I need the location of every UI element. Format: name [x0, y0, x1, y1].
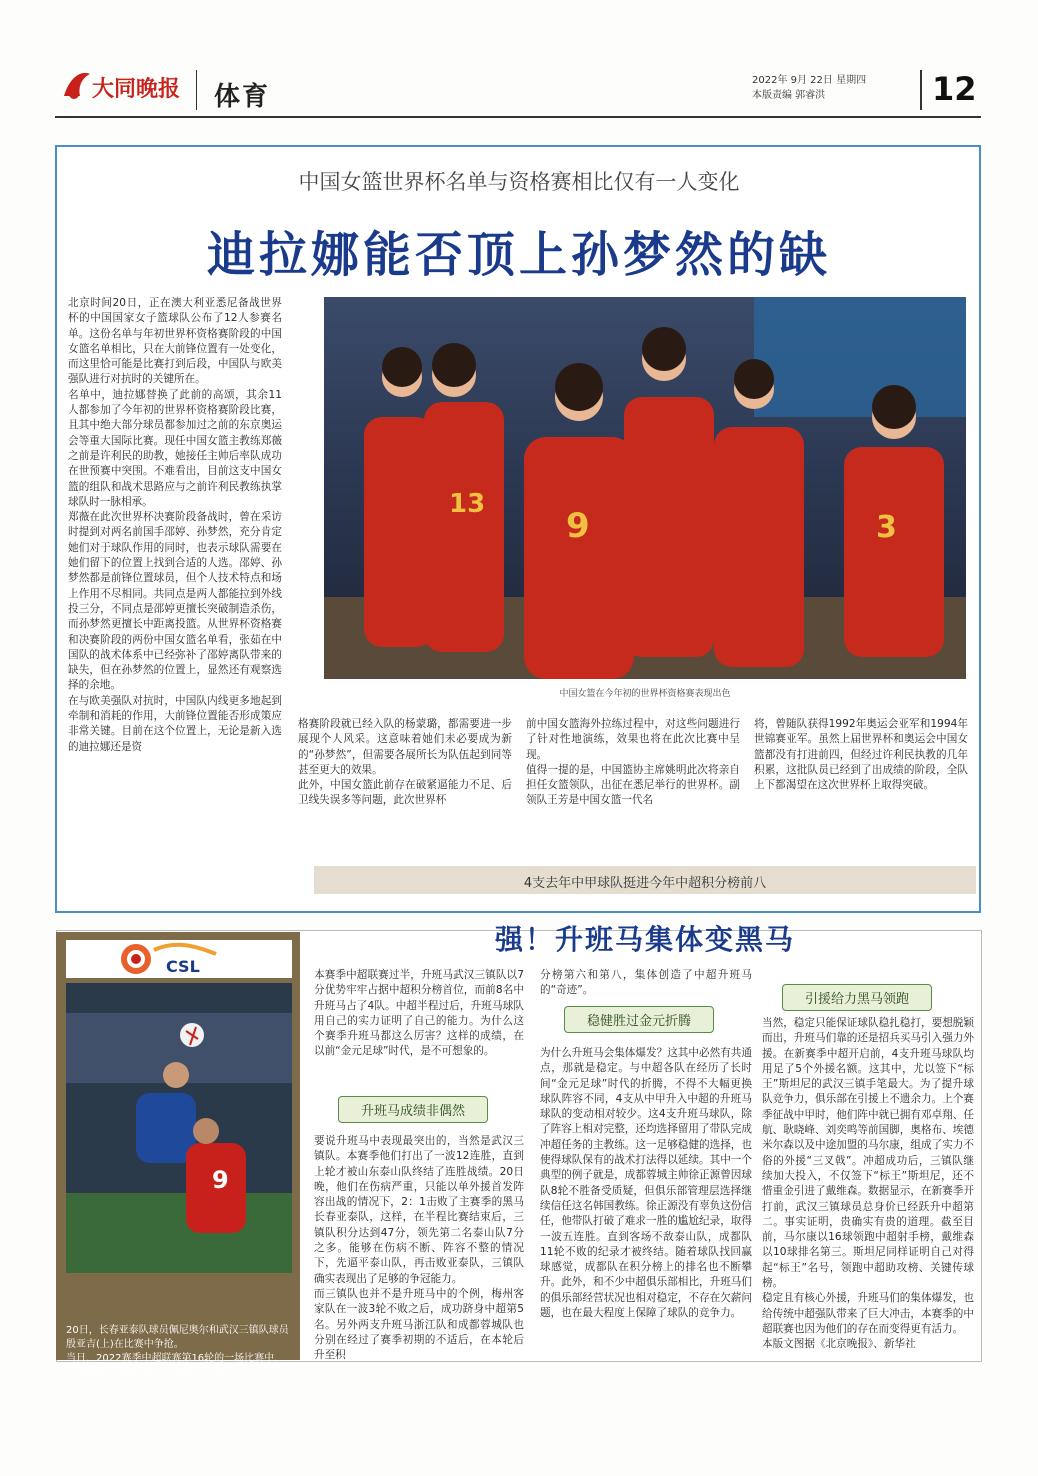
article-football-colB-bottom: 为什么升班马会集体爆发？这其中必然有共通点，那就是稳定。与中超各队在经历了长时间“金元足球”时代的折腾，不得不大幅更换球队阵容不同，4支从中甲升入中超的升班马球队的变动相对较少。这4支升班马球队，除了阵容上相对完整，还均选择留用了带队完成冲超任务的主教练。这一足够稳健的选择，也使得球队保有的战术打法得以延续。其中一个典型的例子就是，成都蓉城主帅徐正源曾因球队8轮不胜备受质疑，但俱乐部管理层选择继续信任这名韩国教练。徐正源没有辜负这份信任，他带队打破了难求一胜的尴尬纪录，取得一波五连胜。直到客场不敌泰山队，成都队11轮不败的纪录才被终结。随着球队找回赢球感觉，成都队在积分榜上的排名也不断攀升。此外，和不少中超俱乐部相比，升班马们的俱乐部经营状况也相对稳定，不存在欠薪问题，也在最大程度上保障了球队的竞争力。: [540, 1047, 752, 1320]
logo-text: 大同晚报: [92, 76, 181, 102]
article-football-colA-bottom: 要说升班马中表现最突出的，当然是武汉三镇队。本赛季他们打出了一波12连胜，直到上轮才被山东泰山队终结了连胜战绩。20日晚，他们在伤病严重，只能以单外援首发阵容出战的情况下，2：1击败了主赛季的黑马长春亚泰队，这样，在半程比赛结束后，三镇队积分达到47分，领先第二名泰山队7分之多。能够在伤病不断、阵容不整的情况下，先逼平泰山队，再击败亚泰队，三镇队确实表现出了足够的争冠能力。 而三镇队也并不是升班马中的个例，梅州客家队在一波3轮不败之后，成功跻身中超第5名。另外两支升班马浙江队和成都蓉城队也分别在经过了赛季初期的不适后，在本轮后升至积: [314, 1135, 524, 1362]
svg-text:9: 9: [212, 1166, 229, 1194]
article-basketball-headline: 迪拉娜能否顶上孙梦然的缺: [206, 227, 831, 283]
issue-date: 2022年 9月 22日 星期四: [752, 75, 867, 86]
article-football-colB-top: 分榜第六和第八，集体创造了中超升班马的“奇迹”。: [540, 969, 752, 997]
header-rule: [55, 116, 981, 118]
csl-logo: [66, 940, 292, 978]
football-match-photo: [66, 983, 292, 1273]
article-basketball-col3: 前中国女篮海外拉练过程中，对这些问题进行了针对性地演练，效果也将在此次比赛中呈现。 值得一提的是，中国篮协主席姚明此次将亲自担任女篮领队，出征在悉尼举行的世界杯。副领队王芳是中国女篮一代名: [526, 718, 740, 807]
football-banner: 4支去年中甲球队挺进今年中超积分榜前八: [523, 876, 767, 891]
header-meta: [752, 73, 866, 103]
svg-text:13: 13: [449, 489, 486, 519]
subhead-pill-1: 升班马成绩非偶然: [338, 1096, 488, 1123]
article-basketball-subtitle: 中国女篮世界杯名单与资格赛相比仅有一人变化: [298, 170, 740, 194]
subhead-pill-3: 引援给力黑马领跑: [782, 984, 932, 1011]
basketball-photo-caption: 中国女篮在今年初的世界杯资格赛表现出色: [559, 689, 731, 699]
csl-logo-text: CSL: [166, 957, 200, 976]
subhead-pill-2: 稳健胜过金元折腾: [564, 1006, 714, 1033]
football-photo-caption: 20日，长春亚泰队球员佩尼奥尔和武汉三镇队球员殷亚吉(上)在比赛中争抢。 当日，2022赛季中超联赛第16轮的一场比赛中，长春亚泰队主场以1:2不敌武汉三镇队。: [66, 1325, 289, 1378]
svg-text:3: 3: [876, 510, 897, 545]
article-basketball-col4: 将，曾随队获得1992年奥运会亚军和1994年世锦赛亚军。虽然上届世界杯和奥运会中国女篮都没有打进前四，但经过许利民执教的几年积累，这批队员已经到了出成绩的阶段，全队上下都渴望在这次世界杯上取得突破。: [754, 718, 968, 792]
section-title: 体育: [214, 82, 271, 112]
page-number-divider: [920, 70, 922, 110]
newspaper-logo: [60, 66, 182, 108]
article-basketball-col2: 格赛阶段就已经入队的杨蒙璐，都需要进一步展现个人风采。这意味着她们未必要成为新的“孙梦然”，但需要各展所长为队伍起到同等甚至更大的效果。 此外，中国女篮此前存在破紧逼能力不足、后卫线失误多等问题，此次世界杯: [298, 718, 512, 807]
svg-text:9: 9: [566, 506, 590, 546]
article-football-headline: 强！升班马集体变黑马: [494, 923, 795, 956]
header-divider: [196, 70, 197, 110]
page-editor: 本版责编 郭睿洪: [752, 90, 826, 101]
article-football-colA-top: 本赛季中超联赛过半，升班马武汉三镇队以7分优势牢牢占据中超积分榜首位，而前8名中升班马占了4队。中超半程过后，升班马球队用自己的实力证明了自己的能力。为什么这个赛季升班马都这么厉害？这样的成绩，在以前“金元足球”时代，是不可想象的。: [314, 969, 524, 1058]
basketball-team-photo: [324, 297, 966, 679]
article-basketball-col1: 北京时间20日，正在澳大利亚悉尼备战世界杯的中国国家女子篮球队公布了12人参赛名单。这份名单与年初世界杯资格赛阶段的中国女篮名单相比，只在大前锋位置有一处变化，而这里恰可能是比赛打到后段，中国队与欧美强队进行对抗时的关键所在。 名单中，迪拉娜替换了此前的高颂，其余11人都参加了今年初的世界杯资格赛阶段比赛，且其中绝大部分球员都参加过之前的东京奥运会等重大国际比赛。现任中国女篮主教练郑薇之前是许利民的助教，她接任主帅后率队成功在世预赛中突围。不难看出，目前这支中国女篮的组队和战术思路应与之前许利民教练执掌球队时一脉相承。 郑薇在此次世界杯决赛阶段备战时，曾在采访时提到对两名前国手邵婷、孙梦然，充分肯定她们对于球队作用的同时，也表示球队需要在她们留下的位置上找到合适的人选。邵婷、孙梦然都是前锋位置球员，但个人技术特点和场上作用不尽相同。共同点是两人都能拉到外线投三分，不同点是邵婷更擅长突破制造杀伤，而孙梦然更擅长中距离投篮。从世界杯资格赛和决赛阶段的两份中国女篮名单看，张茹在中国队的战术体系中已经弥补了邵婷离队带来的缺失，但在孙梦然的位置上，显然还有观察选择的余地。 在与欧美强队对抗时，中国队内线更多地起到牵制和消耗的作用，大前锋位置能否形成策应非常关键。目前在这个位置上，无论是新入选的迪拉娜还是资: [68, 297, 282, 753]
page-number: 12: [932, 70, 977, 108]
article-football-colC: 当然，稳定只能保证球队稳扎稳打，要想脱颖而出，升班马们靠的还是招兵买马引入强力外援。在新赛季中超开启前，4支升班马球队均用足了5个外援名额。这其中，尤以签下“标王”斯坦尼的武汉三镇手笔最大。为了提升球队竞争力，俱乐部在引援上不遗余力。上个赛季征战中甲时，他们阵中就已拥有邓卓翔、任航、耿晓峰、刘奕鸣等前国脚，奥格布、埃德米尔森以及中途加盟的马尔康，组成了实力不俗的外援“三叉戟”。冲超成功后，三镇队继续加大投入，不仅签下“标王”斯坦尼，还不惜重金引进了戴维森。数据显示，在新赛季开打前，武汉三镇球员总身价已经跃升中超第二。事实证明，贵确实有贵的道理。截至目前，马尔康以16球领跑中超射手榜，戴维森以10球排名第三。斯坦尼同样证明自己对得起“标王”名号，领跑中超助攻榜、关键传球榜。 稳定且有核心外援，升班马们的集体爆发，也给传统中超强队带来了巨大冲击，本赛季的中超联赛也因为他们的存在而变得更有活力。 本版文图据《北京晚报》、新华社: [762, 1017, 974, 1351]
